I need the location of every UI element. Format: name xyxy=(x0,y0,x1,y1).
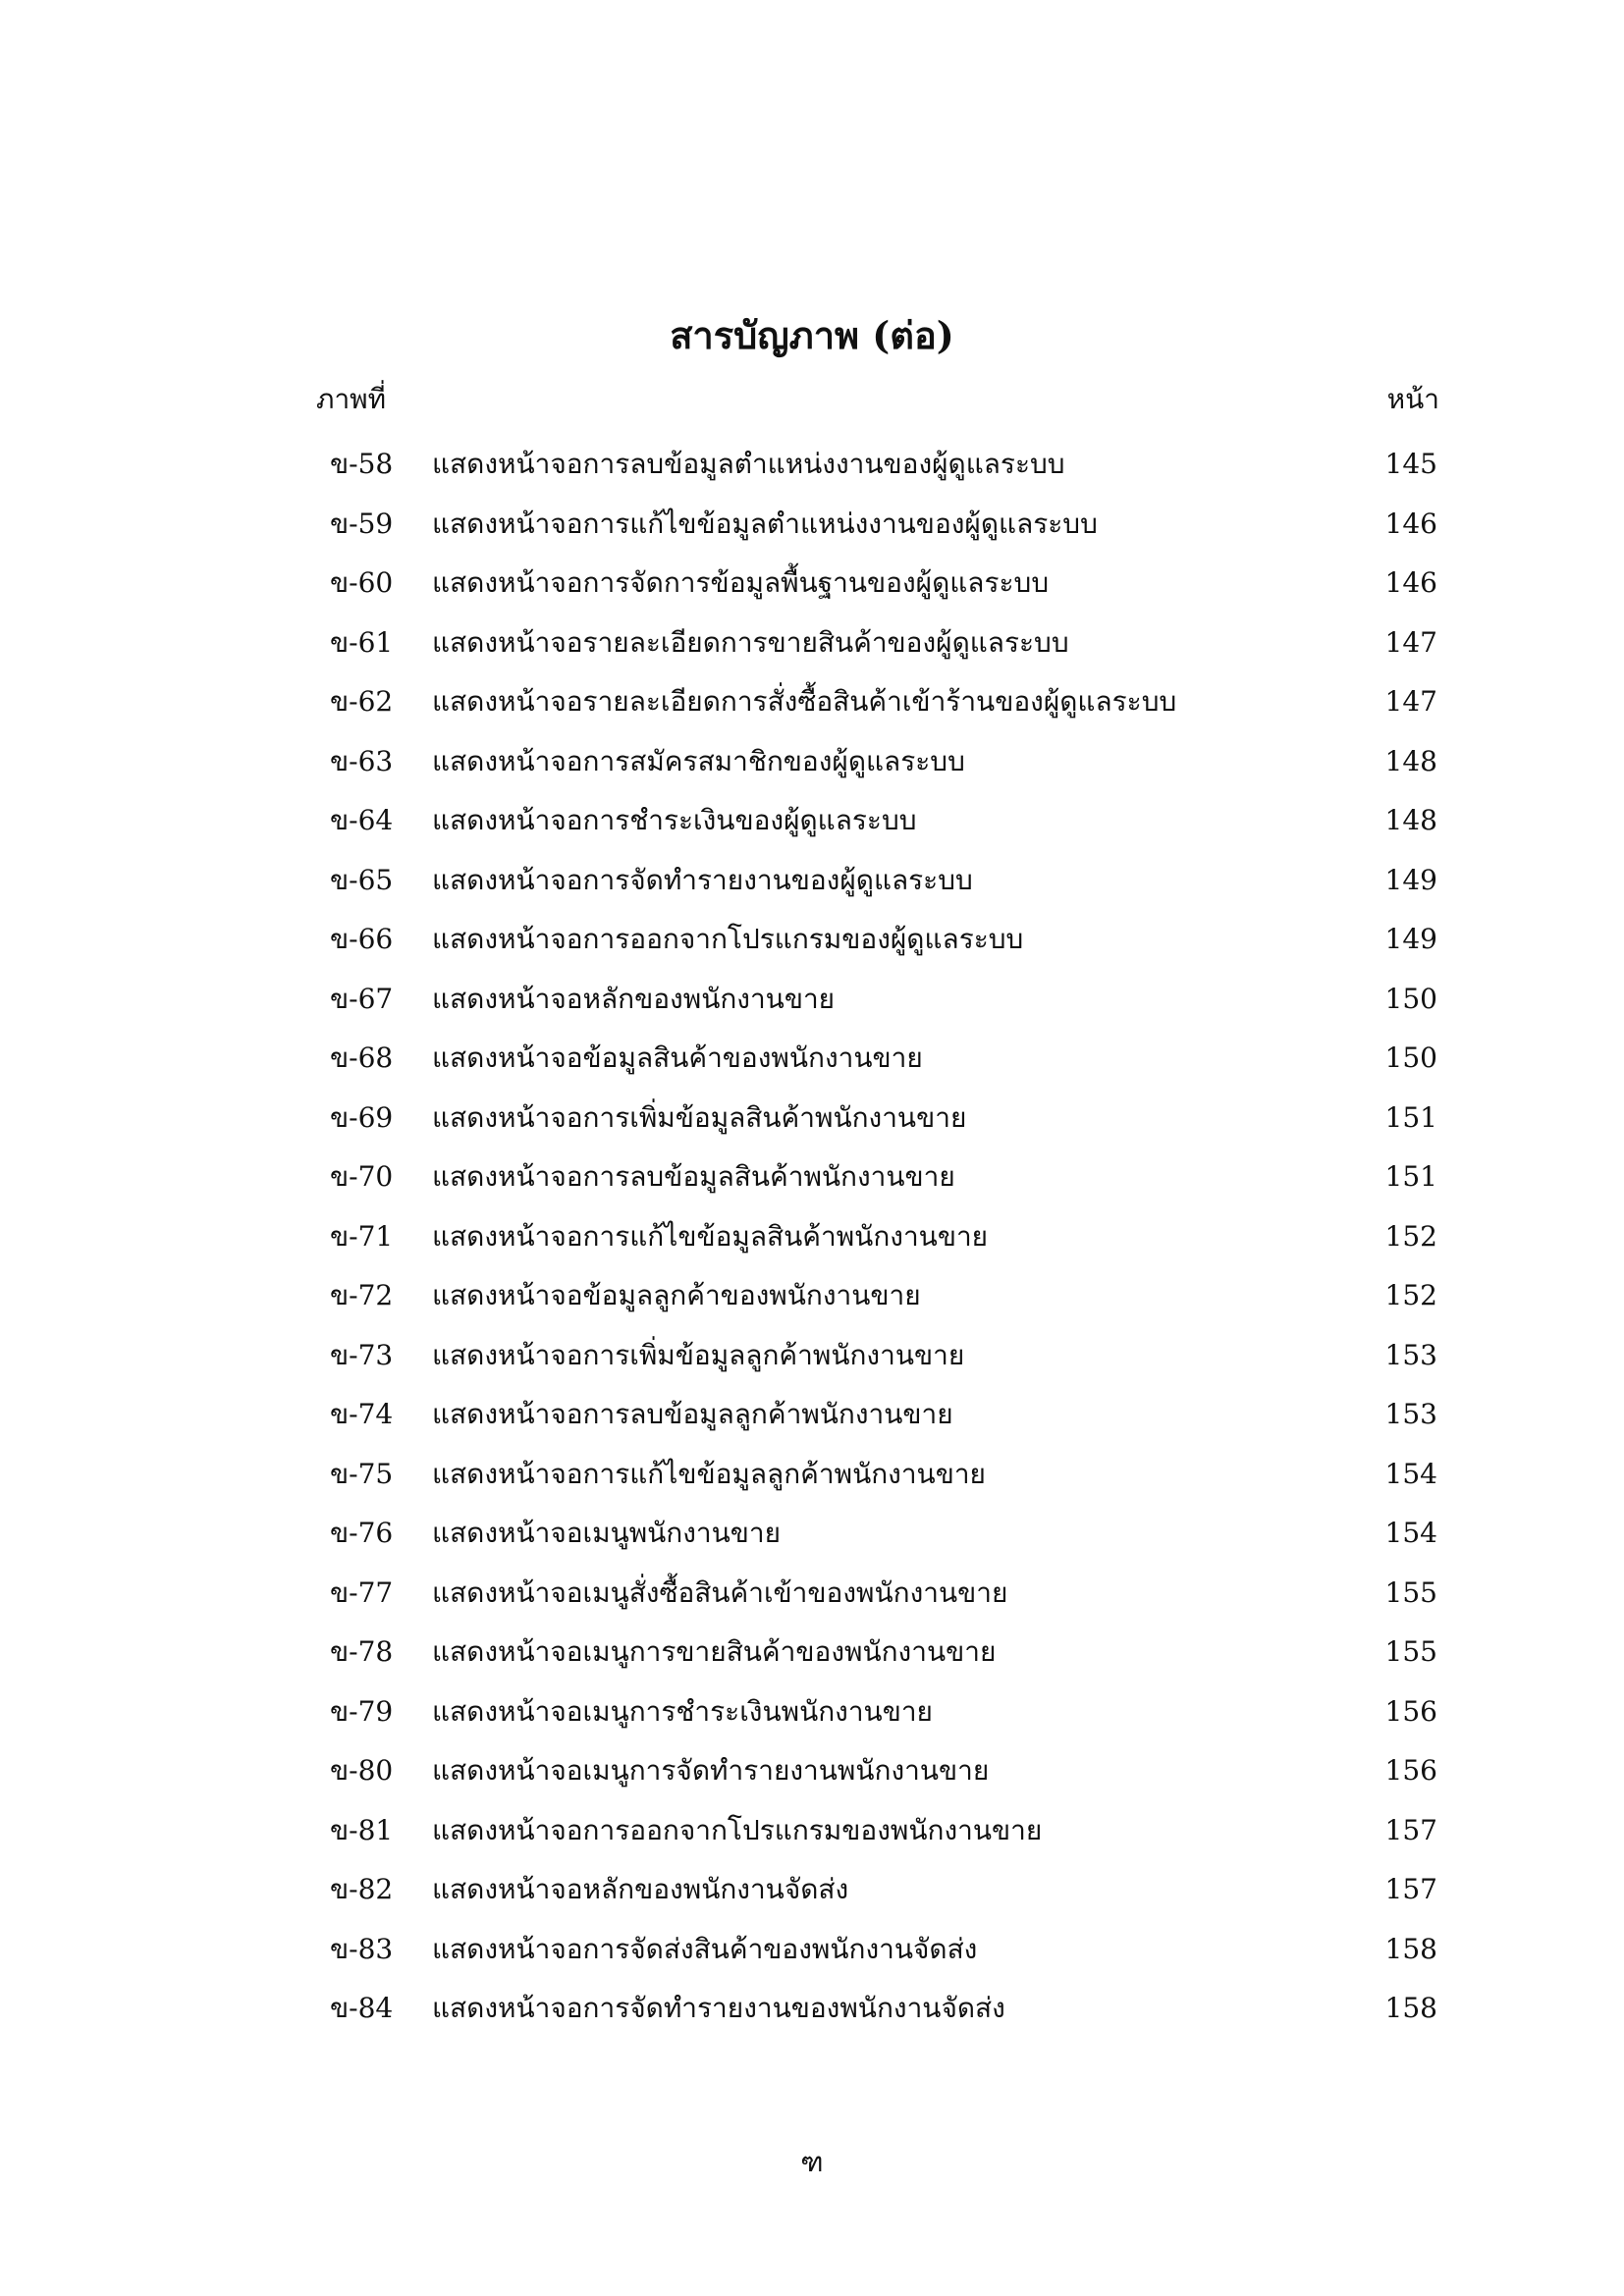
list-item xyxy=(0,970,1624,1030)
figure-number: ข-76 xyxy=(330,1517,394,1549)
list-item xyxy=(0,435,1624,495)
figure-number: ข-67 xyxy=(330,982,394,1015)
figure-number: ข-69 xyxy=(330,1100,394,1134)
figure-caption: แสดงหน้าจอการลบข้อมูลลูกค้าพนักงานขาย xyxy=(432,1398,953,1430)
list-item xyxy=(0,495,1624,555)
figure-page-number: 150 xyxy=(1384,1041,1437,1074)
figure-caption: แสดงหน้าจอข้อมูลลูกค้าของพนักงานขาย xyxy=(432,1279,921,1311)
figure-number: ข-68 xyxy=(330,1041,394,1074)
list-item xyxy=(0,910,1624,970)
figure-caption: แสดงหน้าจอการออกจากโปรแกรมของพนักงานขาย xyxy=(432,1813,1043,1846)
list-item xyxy=(0,1979,1624,2039)
figure-list xyxy=(0,435,1624,2039)
figure-caption: แสดงหน้าจอเมนูสั่งซื้อสินค้าเข้าของพนักงานขาย xyxy=(432,1575,1008,1609)
figure-page-number: 152 xyxy=(1384,1219,1437,1253)
list-item xyxy=(0,1920,1624,1980)
list-item xyxy=(0,1326,1624,1386)
figure-page-number: 155 xyxy=(1384,1635,1437,1668)
page-title: สารบัญภาพ (ต่อ) xyxy=(670,313,954,357)
figure-caption: แสดงหน้าจอการจัดส่งสินค้าของพนักงานจัดส่ง xyxy=(432,1932,978,1965)
figure-caption: แสดงหน้าจอรายละเอียดการขายสินค้าของผู้ดูแลระบบ xyxy=(432,625,1069,659)
figure-page-number: 147 xyxy=(1384,685,1437,718)
figure-number: ข-58 xyxy=(330,448,394,480)
figure-number: ข-62 xyxy=(330,685,394,718)
list-item xyxy=(0,1207,1624,1267)
list-item xyxy=(0,672,1624,732)
figure-caption: แสดงหน้าจอการชำระเงินของผู้ดูแลระบบ xyxy=(432,804,917,836)
figure-number: ข-64 xyxy=(330,804,394,836)
page-column-header: หน้า xyxy=(1386,383,1439,415)
figure-page-number: 149 xyxy=(1384,923,1437,955)
figure-number: ข-73 xyxy=(330,1338,394,1371)
figure-page-number: 155 xyxy=(1384,1575,1437,1609)
figure-number: ข-80 xyxy=(330,1754,394,1787)
figure-caption: แสดงหน้าจอการจัดการข้อมูลพื้นฐานของผู้ดูแลระบบ xyxy=(432,566,1050,599)
figure-page-number: 156 xyxy=(1384,1694,1437,1728)
figure-number: ข-79 xyxy=(330,1694,394,1728)
list-item xyxy=(0,1860,1624,1920)
list-item xyxy=(0,1148,1624,1207)
figure-number: ข-65 xyxy=(330,863,394,896)
figure-page-number: 150 xyxy=(1384,982,1437,1015)
list-item xyxy=(0,1029,1624,1089)
figure-caption: แสดงหน้าจอการลบข้อมูลสินค้าพนักงานขาย xyxy=(432,1160,955,1193)
figure-caption: แสดงหน้าจอเมนูการขายสินค้าของพนักงานขาย xyxy=(432,1635,997,1668)
list-item xyxy=(0,1741,1624,1801)
figure-caption: แสดงหน้าจอการจัดทำรายงานของพนักงานจัดส่ง xyxy=(432,1992,1005,2024)
figure-number: ข-59 xyxy=(330,507,394,540)
figure-page-number: 147 xyxy=(1384,625,1437,659)
figure-caption: แสดงหน้าจอข้อมูลสินค้าของพนักงานขาย xyxy=(432,1041,923,1074)
figure-page-number: 154 xyxy=(1384,1457,1437,1490)
figure-page-number: 157 xyxy=(1384,1873,1437,1905)
figure-caption: แสดงหน้าจอการแก้ไขข้อมูลตำแหน่งงานของผู้ดูแลระบบ xyxy=(432,507,1098,540)
list-item xyxy=(0,791,1624,851)
figure-number: ข-71 xyxy=(330,1219,394,1253)
figure-page-number: 156 xyxy=(1384,1754,1437,1787)
figure-page-number: 158 xyxy=(1384,1992,1437,2024)
figure-page-number: 154 xyxy=(1384,1517,1437,1549)
figure-caption: แสดงหน้าจอการแก้ไขข้อมูลลูกค้าพนักงานขาย xyxy=(432,1457,986,1490)
figure-page-number: 148 xyxy=(1384,804,1437,836)
list-item xyxy=(0,1801,1624,1861)
figure-number: ข-81 xyxy=(330,1813,394,1846)
figure-page-number: 158 xyxy=(1384,1932,1437,1965)
figure-number: ข-74 xyxy=(330,1398,394,1430)
figure-caption: แสดงหน้าจอการจัดทำรายงานของผู้ดูแลระบบ xyxy=(432,863,973,896)
figure-number: ข-75 xyxy=(330,1457,394,1490)
figure-caption: แสดงหน้าจอการแก้ไขข้อมูลสินค้าพนักงานขาย xyxy=(432,1219,989,1253)
figure-caption: แสดงหน้าจอการลบข้อมูลตำแหน่งงานของผู้ดูแลระบบ xyxy=(432,448,1065,480)
figure-caption: แสดงหน้าจอเมนูการจัดทำรายงานพนักงานขาย xyxy=(432,1754,990,1787)
figure-page-number: 153 xyxy=(1384,1398,1437,1430)
figure-caption: แสดงหน้าจอเมนูพนักงานขาย xyxy=(432,1517,782,1549)
list-item xyxy=(0,614,1624,673)
figure-number: ข-78 xyxy=(330,1635,394,1668)
list-item xyxy=(0,1089,1624,1148)
figure-number: ข-66 xyxy=(330,923,394,955)
figure-number: ข-72 xyxy=(330,1279,394,1311)
figure-caption: แสดงหน้าจอการออกจากโปรแกรมของผู้ดูแลระบบ xyxy=(432,923,1024,955)
list-item xyxy=(0,1623,1624,1682)
list-item xyxy=(0,1504,1624,1564)
figure-number: ข-70 xyxy=(330,1160,394,1193)
list-item xyxy=(0,1445,1624,1505)
figure-number: ข-83 xyxy=(330,1932,394,1965)
list-item xyxy=(0,554,1624,614)
figure-number: ข-61 xyxy=(330,625,394,659)
figure-caption: แสดงหน้าจอรายละเอียดการสั่งซื้อสินค้าเข้าร้านของผู้ดูแลระบบ xyxy=(432,685,1177,718)
page-number: ฑ xyxy=(800,2146,824,2178)
figure-caption: แสดงหน้าจอการสมัครสมาชิกของผู้ดูแลระบบ xyxy=(432,744,965,777)
figure-page-number: 157 xyxy=(1384,1813,1437,1846)
list-item xyxy=(0,732,1624,792)
figure-column-header: ภาพที่ xyxy=(316,383,387,415)
list-item xyxy=(0,1564,1624,1624)
list-item xyxy=(0,1385,1624,1445)
figure-caption: แสดงหน้าจอหลักของพนักงานขาย xyxy=(432,982,836,1015)
figure-caption: แสดงหน้าจอหลักของพนักงานจัดส่ง xyxy=(432,1873,849,1905)
figure-number: ข-60 xyxy=(330,566,394,599)
figure-page-number: 151 xyxy=(1384,1100,1437,1134)
figure-page-number: 146 xyxy=(1384,566,1437,599)
figure-page-number: 149 xyxy=(1384,863,1437,896)
figure-caption: แสดงหน้าจอการเพิ่มข้อมูลสินค้าพนักงานขาย xyxy=(432,1100,967,1134)
figure-page-number: 152 xyxy=(1384,1279,1437,1311)
figure-page-number: 151 xyxy=(1384,1160,1437,1193)
figure-caption: แสดงหน้าจอเมนูการชำระเงินพนักงานขาย xyxy=(432,1694,933,1728)
figure-page-number: 146 xyxy=(1384,507,1437,540)
list-item xyxy=(0,851,1624,911)
figure-number: ข-77 xyxy=(330,1575,394,1609)
figure-number: ข-82 xyxy=(330,1873,394,1905)
figure-page-number: 145 xyxy=(1384,448,1437,480)
list-item xyxy=(0,1266,1624,1326)
list-item xyxy=(0,1682,1624,1742)
figure-number: ข-84 xyxy=(330,1992,394,2024)
figure-page-number: 148 xyxy=(1384,744,1437,777)
figure-page-number: 153 xyxy=(1384,1338,1437,1371)
figure-caption: แสดงหน้าจอการเพิ่มข้อมูลลูกค้าพนักงานขาย xyxy=(432,1338,965,1371)
figure-number: ข-63 xyxy=(330,744,394,777)
